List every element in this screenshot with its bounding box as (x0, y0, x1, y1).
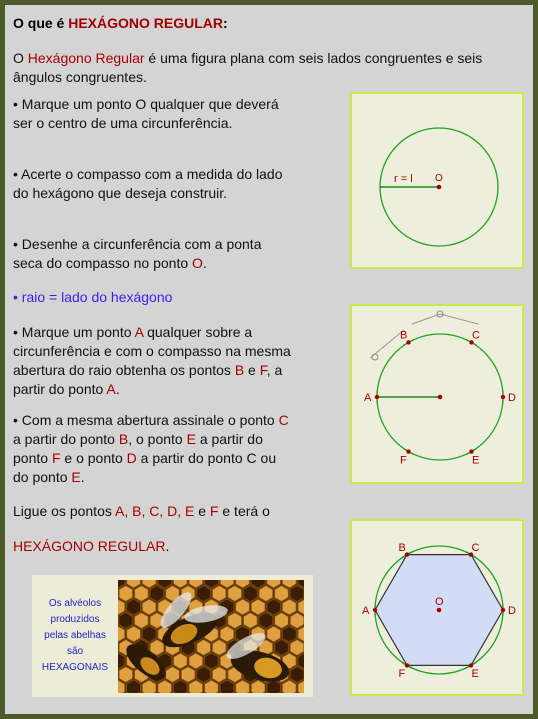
page-title: O que é HEXÁGONO REGULAR: (13, 15, 228, 31)
center-point (438, 395, 443, 400)
bees-illustration (32, 575, 313, 697)
title-highlight: HEXÁGONO REGULAR (68, 15, 224, 31)
step-mark-points: • Marque um ponto A qualquer sobre a circunferência e com o compasso na mesma abertura do raio obtenha os pontos B e F, a partir do ponto A. (13, 324, 291, 397)
radius-note: • raio = lado do hexágono (13, 289, 173, 305)
point-f (406, 449, 410, 453)
figure-circle-radius (350, 92, 524, 269)
point-label-d: D (508, 392, 516, 404)
step-center-point: • Marque um ponto O qualquer que deverá ser o centro de uma circunferência. (13, 96, 279, 131)
figure-hexagon (350, 519, 524, 696)
point-label-a: A (364, 392, 372, 404)
point-label-b: B (398, 541, 406, 554)
point-label-f: F (400, 454, 407, 467)
point-label-b: B (400, 329, 408, 342)
point-d (501, 608, 505, 612)
point-label-d: D (508, 605, 516, 617)
figure-compass-construction (350, 304, 524, 484)
point-label-e: E (472, 454, 480, 467)
result-text: HEXÁGONO REGULAR. (13, 538, 170, 554)
center-label: O (435, 173, 443, 184)
center-point (437, 185, 442, 190)
bees-caption: Os alvéolos produzidos pelas abelhas são HEXAGONAIS (41, 598, 109, 673)
radius-label: r = l (394, 173, 413, 185)
step-compass-opening: • Acerte o compasso com a medida do lado do hexágono que deseja construir. (13, 166, 283, 201)
point-label-e: E (471, 668, 479, 681)
point-d (501, 395, 505, 399)
point-e (469, 663, 473, 667)
intro-paragraph: O Hexágono Regular é uma figura plana com seis lados congruentes e seis ângulos congruentes. (13, 50, 483, 85)
center-point (437, 608, 442, 613)
compass-point-left (372, 354, 378, 360)
point-label-c: C (472, 329, 480, 342)
point-f (405, 663, 409, 667)
point-a (373, 608, 377, 612)
point-a (375, 395, 379, 399)
center-label: O (435, 596, 444, 608)
point-label-f: F (398, 668, 406, 681)
step-mark-remaining-points: • Com a mesma abertura assinale o ponto C a partir do ponto B, o ponto E a partir do ponto F e o ponto D a partir do ponto C ou do ponto E. (13, 412, 289, 485)
point-label-a: A (362, 605, 370, 617)
honeycomb-bees-photo (118, 580, 304, 693)
step-draw-circle: • Desenhe a circunferência com a ponta seca do compasso no ponto O. (13, 236, 262, 271)
point-label-c: C (471, 541, 480, 554)
step-connect-points: Ligue os pontos A, B, C, D, E e F e terá o (13, 503, 270, 519)
point-e (469, 449, 473, 453)
